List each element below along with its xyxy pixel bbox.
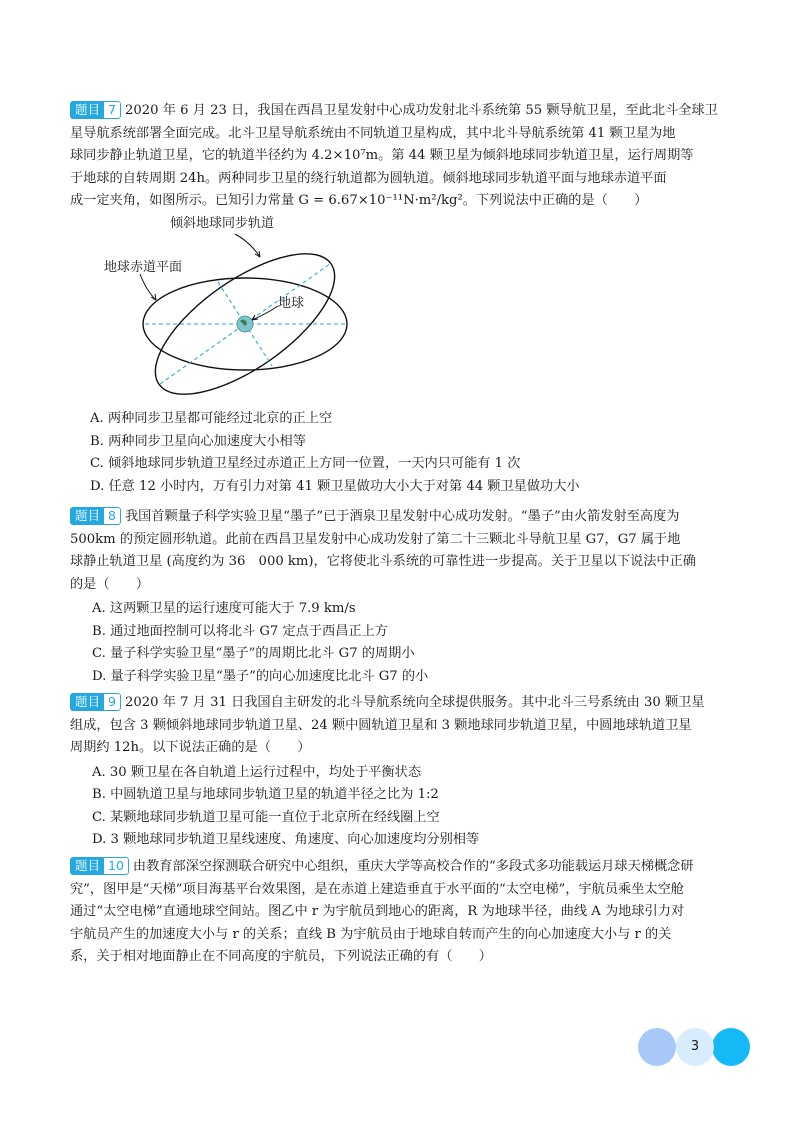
q10-line-5: 系，关于相对地面静止在不同高度的宇航员，下列说法正确的有（ ） [70, 949, 492, 964]
orbit-diagram [100, 212, 370, 402]
q9-badge: 题目 9 [70, 693, 121, 711]
q9-option-c: C. 某颗地球同步轨道卫星可能一直位于北京所在经线圈上空 [92, 809, 440, 825]
q10-line-1: 题目 10 由教育部深空探测联合研究中心组织，重庆大学等高校合作的“多段式多功能载运月球天梯概念研 [70, 856, 730, 879]
q7-options [68, 408, 728, 498]
q9-option-b: B. 中圆轨道卫星与地球同步轨道卫星的轨道半径之比为 1:2 [92, 787, 439, 802]
q7-badge: 题目 7 [70, 101, 121, 119]
page-number-badge [638, 1028, 753, 1068]
q7-option-b: B. 两种同步卫星向心加速度大小相等 [90, 433, 306, 449]
q10-badge: 题目 10 [70, 857, 129, 875]
q8-option-d: D. 量子科学实验卫星“墨子”的向心加速度比北斗 G7 的小 [92, 668, 429, 684]
inclined-label-leader [235, 234, 260, 257]
q9-line-1: 题目 9 2020 年 7 月 31 日我国自主研发的北斗导航系统向全球提供服务。其中北斗三号系统由 30 颗卫星 [70, 692, 730, 715]
inclined-orbit [134, 228, 356, 402]
q8-line-1: 题目 8 我国首颗量子科学实验卫星“墨子”已于酒泉卫星发射中心成功发射。“墨子”由火箭发射至高度为 [70, 506, 730, 529]
orbit-diagram-svg [100, 212, 370, 402]
q7-line-5: 成一定夹角，如图所示。已知引力常量 G = 6.67×10⁻¹¹N·m²/kg²。下列说法中正确的是（ ） [70, 193, 648, 208]
label-equator-plane: 地球赤道平面 [104, 260, 183, 275]
equator-label-leader [140, 274, 156, 300]
q7-line-2: 星导航系统部署全面完成。北斗卫星导航系统由不同轨道卫星构成，其中北斗导航系统第 41 颗卫星为地 [70, 125, 676, 141]
q7-line-1: 题目 7 2020 年 6 月 23 日，我国在西昌卫星发射中心成功发射北斗系统第 55 颗导航卫星，至此北斗全球卫 [70, 100, 730, 123]
q10-line-2: 究”，图甲是“天梯”项目海基平台效果图，是在赤道上建造垂直于水平面的“太空电梯”，宇航员乘坐太空舱 [70, 881, 684, 897]
q7-line-3: 球同步静止轨道卫星，它的轨道半径约为 4.2×10⁷m。第 44 颗卫星为倾斜地球同步轨道卫星，运行周期等 [70, 148, 694, 163]
q10-line-4: 宇航员产生的加速度大小与 r 的关系；直线 B 为宇航员由于地球自转而产生的向心加速度大小与 r 的关 [70, 926, 672, 942]
page-number: 3 [690, 1039, 700, 1054]
question-10 [70, 856, 730, 969]
q8-line-3: 球静止轨道卫星 (高度约为 36 000 km)，它将使北斗系统的可靠性进一步提高。关于卫星以下说法中正确 [70, 554, 696, 569]
q8-option-a: A. 这两颗卫星的运行速度可能大于 7.9 km/s [92, 601, 356, 616]
q8-option-c: C. 量子科学实验卫星“墨子”的周期比北斗 G7 的周期小 [92, 646, 415, 661]
q7-option-c: C. 倾斜地球同步轨道卫星经过赤道正上方同一位置，一天内只可能有 1 次 [90, 456, 521, 471]
q9-option-d: D. 3 颗地球同步轨道卫星线速度、角速度、向心加速度均分别相等 [92, 832, 480, 847]
earth-label-leader [252, 306, 278, 320]
question-7 [70, 100, 730, 213]
question-8 [70, 506, 730, 688]
q9-line-2: 组成，包含 3 颗倾斜地球同步轨道卫星、24 颗中圆轨道卫星和 3 颗地球同步轨道卫星，中圆地球轨道卫星 [70, 717, 692, 733]
q7-line-4: 于地球的自转周期 24h。两种同步卫星的绕行轨道都为圆轨道。倾斜地球同步轨道平面与地球赤道平面 [70, 170, 667, 186]
label-earth: 地球 [278, 296, 305, 311]
q7-option-a: A. 两种同步卫星都可能经过北京的正上空 [90, 411, 333, 426]
q8-line-4: 的是（ ） [70, 576, 150, 592]
q7-option-d: D. 任意 12 小时内，万有引力对第 41 颗卫星做功大小大于对第 44 颗卫星做功大小 [90, 478, 580, 494]
q9-option-a: A. 30 颗卫星在各自轨道上运行过程中，均处于平衡状态 [92, 764, 422, 780]
q8-line-2: 500km 的预定圆形轨道。此前在西昌卫星发射中心成功发射了第二十三颗北斗导航卫星 G7，G7 属于地 [70, 531, 681, 547]
q8-badge: 题目 8 [70, 507, 121, 525]
question-9 [70, 692, 730, 852]
q10-line-3: 通过“太空电梯”直通地球空间站。图乙中 r 为宇航员到地心的距离，R 为地球半径，曲线 A 为地球引力对 [70, 904, 685, 919]
label-inclined-orbit: 倾斜地球同步轨道 [170, 216, 275, 231]
page-circle-left [638, 1028, 676, 1066]
page-circle-right [712, 1028, 750, 1066]
q8-option-b: B. 通过地面控制可以将北斗 G7 定点于西昌正上方 [92, 623, 388, 639]
q9-line-3: 周期约 12h。以下说法正确的是（ ） [70, 740, 311, 755]
